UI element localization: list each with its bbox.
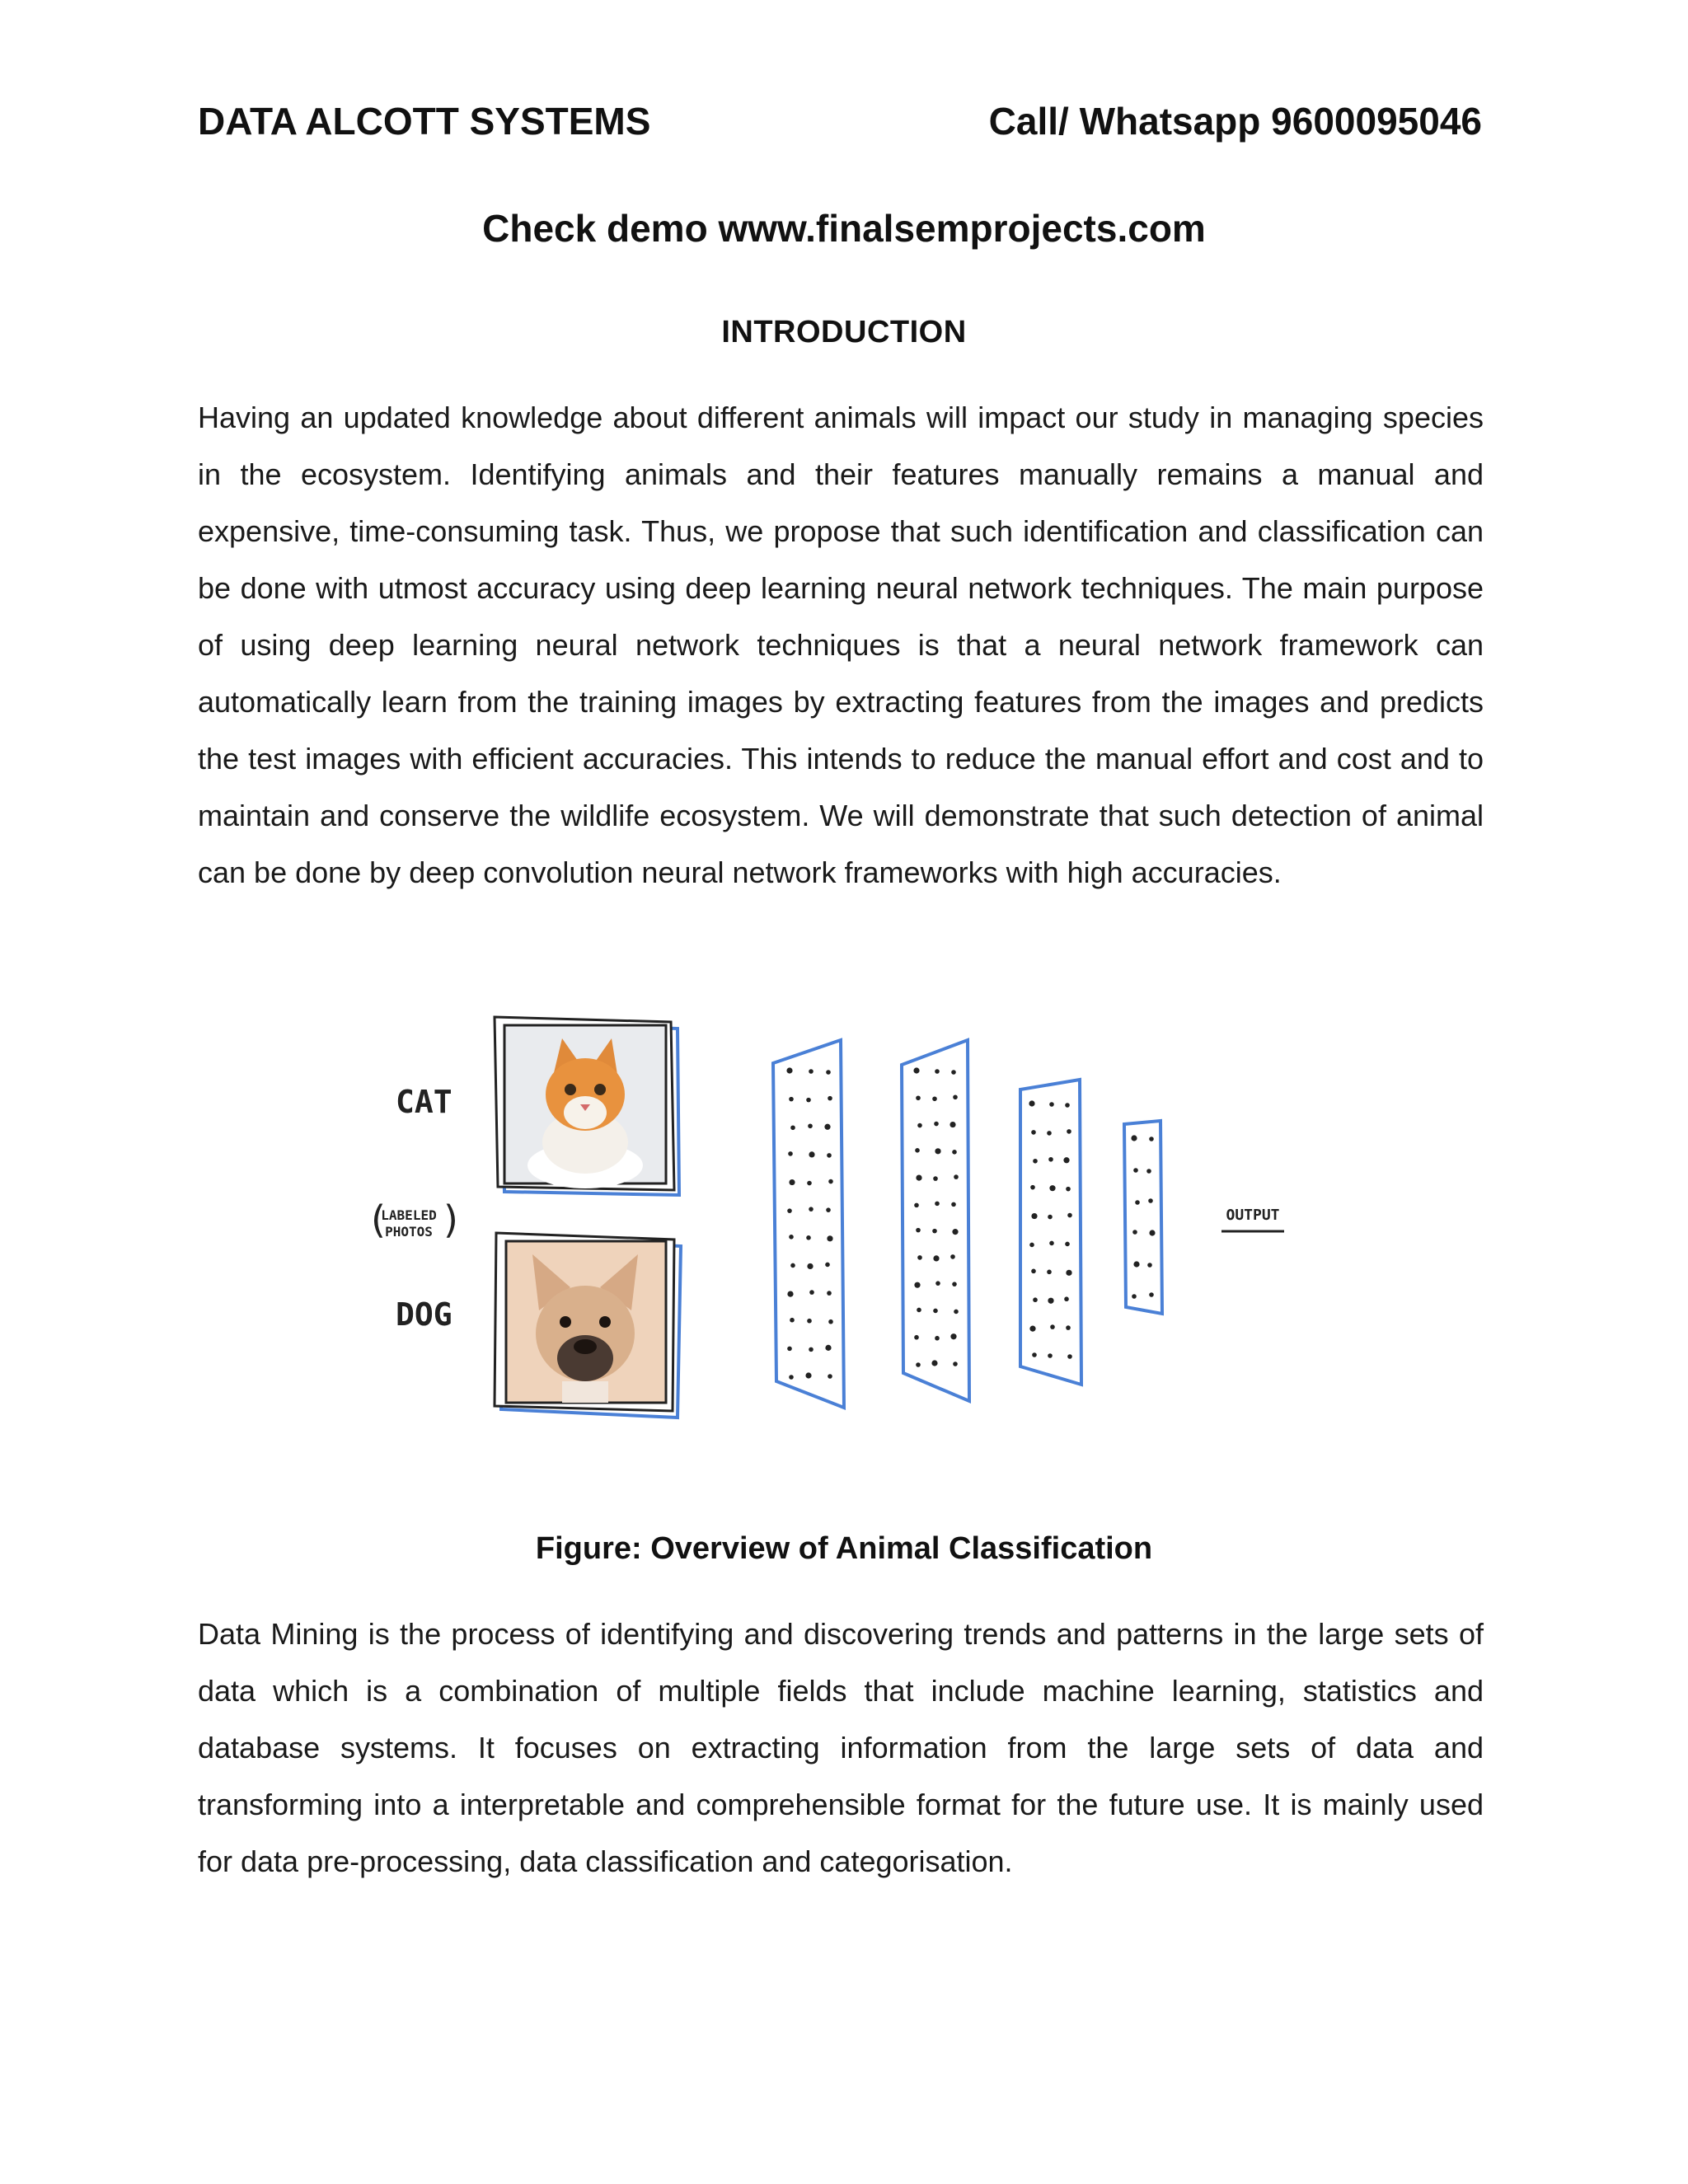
neuron-dot xyxy=(1049,1185,1055,1191)
neuron-dot xyxy=(916,1095,921,1100)
layer-3 xyxy=(1020,1080,1081,1385)
neuron-dot xyxy=(952,1229,958,1235)
neuron-dot xyxy=(914,1335,919,1340)
neuron-dot xyxy=(1146,1169,1151,1174)
neuron-dot xyxy=(1067,1354,1072,1359)
neuron-dot xyxy=(1149,1292,1154,1297)
neuron-dot xyxy=(953,1361,958,1366)
neuron-dot xyxy=(933,1176,938,1181)
neuron-dot xyxy=(824,1124,830,1130)
neuron-dot xyxy=(1067,1213,1072,1218)
neuron-dot xyxy=(1031,1213,1037,1219)
neuron-dot xyxy=(916,1174,921,1180)
neuron-dot xyxy=(954,1310,959,1315)
neuron-dot xyxy=(1065,1103,1070,1108)
demo-link: Check demo www.finalsemprojects.com xyxy=(482,207,1206,250)
neuron-dot xyxy=(951,1202,956,1207)
classification-figure xyxy=(346,989,1368,1451)
neuron-dot xyxy=(787,1208,792,1213)
neuron-dot xyxy=(806,1235,811,1240)
neuron-dot xyxy=(789,1179,795,1185)
cat-photo-stack xyxy=(495,1017,679,1195)
section-title: INTRODUCTION xyxy=(721,315,967,349)
neuron-dot xyxy=(1033,1297,1038,1302)
neuron-dot xyxy=(1048,1157,1053,1162)
neuron-dot xyxy=(935,1202,940,1207)
neuron-dot xyxy=(1133,1168,1138,1173)
neuron-dot xyxy=(1064,1296,1069,1301)
neuron-dot xyxy=(1049,1241,1054,1246)
layer-2 xyxy=(902,1040,969,1401)
neuron-dot xyxy=(1132,1230,1137,1235)
neuron-dot xyxy=(917,1255,922,1260)
neuron-dot xyxy=(809,1347,814,1352)
dog-label: DOG xyxy=(396,1296,452,1333)
neuron-dot xyxy=(787,1291,793,1296)
neuron-dot xyxy=(916,1228,921,1233)
neuron-dot xyxy=(790,1318,795,1323)
layer-4 xyxy=(1124,1121,1162,1314)
neuron-dot xyxy=(916,1362,921,1367)
neuron-dot xyxy=(935,1281,940,1286)
neuron-dot xyxy=(932,1229,937,1234)
neuron-dot xyxy=(933,1309,938,1314)
neuron-dot xyxy=(809,1151,814,1157)
neuron-dot xyxy=(1047,1270,1052,1275)
layer-1 xyxy=(773,1040,844,1408)
neuron-dot xyxy=(914,1203,919,1208)
neuron-dot xyxy=(826,1207,831,1212)
neuron-dot xyxy=(953,1094,958,1099)
neuron-dot xyxy=(1029,1243,1034,1248)
neuron-dot xyxy=(1032,1352,1037,1357)
dog-photo-stack xyxy=(495,1233,681,1418)
neuron-dot xyxy=(935,1148,940,1154)
neuron-dot xyxy=(935,1069,940,1074)
neuron-dot xyxy=(914,1282,920,1288)
neuron-dot xyxy=(932,1096,937,1101)
neuron-dot xyxy=(826,1070,831,1075)
labeled-text: LABELED xyxy=(381,1207,437,1223)
neuron-dot xyxy=(806,1098,811,1103)
neuron-dot xyxy=(807,1263,813,1269)
neuron-dot xyxy=(787,1347,792,1352)
neuron-dot xyxy=(931,1360,937,1366)
neural-network-diagram xyxy=(346,989,1368,1451)
neuron-dot xyxy=(790,1263,795,1268)
contact-number: Call/ Whatsapp 9600095046 xyxy=(988,100,1482,143)
neuron-dot xyxy=(1066,1187,1071,1192)
intro-paragraph: Having an updated knowledge about different animals will impact our study in managing species in the ecosystem. Identifying animals and their features manually remains a manual and expensive, time-consuming task. Thus, we propose that such identification and classification can be done with utmost accuracy using deep learning neural network techniques. The main purpose of using deep learning neural network techniques is that a neural network framework can automatically learn from the training images by extracting features from the images and predicts the test images with efficient accuracies. This intends to reduce the manual effort and cost and to maintain and conserve the wildlife ecosystem. We will demonstrate that such detection of animal can be done by deep convolution neural network frameworks with high accuracies. xyxy=(198,401,1484,889)
neuron-dot xyxy=(1029,1100,1034,1106)
neuron-dot xyxy=(809,1069,814,1074)
neuron-dot xyxy=(1131,1135,1137,1141)
neuron-dot xyxy=(790,1125,795,1130)
neuron-dot xyxy=(950,1333,956,1339)
neuron-dot xyxy=(917,1308,921,1313)
neuron-dot xyxy=(828,1319,833,1324)
neuron-dot xyxy=(1066,1325,1071,1330)
neuron-dot xyxy=(917,1123,922,1128)
neuron-dot xyxy=(935,1336,940,1341)
neuron-dot xyxy=(1147,1263,1152,1268)
neuron-dot xyxy=(1149,1230,1155,1235)
neuron-dot xyxy=(934,1122,939,1127)
neuron-dot xyxy=(1029,1326,1035,1332)
neuron-dot xyxy=(786,1067,792,1073)
neuron-dot xyxy=(1050,1324,1055,1329)
neuron-dot xyxy=(1066,1270,1071,1276)
neuron-dot xyxy=(789,1375,794,1380)
neuron-dot xyxy=(1031,1130,1036,1135)
company-name: DATA ALCOTT SYSTEMS xyxy=(198,100,651,143)
output-label: OUTPUT xyxy=(1226,1207,1280,1224)
neuron-dot xyxy=(1133,1261,1139,1267)
network-layers xyxy=(773,1040,1162,1408)
cat-label: CAT xyxy=(396,1084,452,1120)
neuron-dot xyxy=(952,1150,957,1155)
neuron-dot xyxy=(789,1235,794,1240)
neuron-dot xyxy=(807,1319,812,1324)
neuron-dot xyxy=(954,1174,959,1179)
neuron-dot xyxy=(1033,1159,1038,1164)
figure-caption: Figure: Overview of Animal Classification xyxy=(535,1531,1153,1566)
neuron-dot xyxy=(952,1282,957,1286)
neuron-dot xyxy=(1048,1353,1053,1358)
neuron-dot xyxy=(1149,1137,1154,1141)
neuron-dot xyxy=(808,1123,813,1128)
neuron-dot xyxy=(913,1067,919,1073)
neuron-dot xyxy=(789,1097,794,1102)
neuron-dot xyxy=(807,1181,812,1186)
neuron-dot xyxy=(809,1207,814,1212)
neuron-dot xyxy=(1065,1242,1070,1247)
neuron-dot xyxy=(950,1122,955,1127)
neuron-dot xyxy=(1148,1198,1153,1203)
svg-text:): ) xyxy=(443,1197,458,1242)
neuron-dot xyxy=(1047,1131,1052,1136)
neuron-dot xyxy=(825,1263,830,1268)
svg-text:(: ( xyxy=(371,1197,386,1242)
neuron-dot xyxy=(1048,1298,1053,1304)
neuron-dot xyxy=(1030,1185,1035,1190)
neuron-dot xyxy=(1031,1269,1036,1274)
neuron-dot xyxy=(1048,1215,1053,1220)
neuron-dot xyxy=(950,1254,955,1259)
neuron-dot xyxy=(933,1255,939,1261)
neuron-dot xyxy=(1132,1294,1137,1299)
neuron-dot xyxy=(1063,1157,1069,1163)
neuron-dot xyxy=(828,1179,833,1184)
neuron-dot xyxy=(805,1372,811,1378)
neuron-dot xyxy=(1067,1129,1071,1134)
neuron-dot xyxy=(827,1235,832,1241)
labeled-photos-note xyxy=(371,1197,458,1242)
neuron-dot xyxy=(809,1290,814,1295)
neuron-dot xyxy=(1135,1200,1140,1205)
neuron-dot xyxy=(827,1291,832,1296)
photos-text: PHOTOS xyxy=(385,1224,433,1240)
neuron-dot xyxy=(788,1151,793,1156)
neuron-dot xyxy=(828,1096,832,1101)
neuron-dot xyxy=(827,1153,832,1158)
neuron-dot xyxy=(825,1345,831,1351)
neuron-dot xyxy=(828,1374,832,1379)
neuron-dot xyxy=(1049,1102,1054,1107)
data-mining-paragraph: Data Mining is the process of identifying and discovering trends and patterns in the large sets of data which is a combination of multiple fields that include machine learning, statistics and database systems. It focuses on extracting information from the large sets of data and transforming into a interpretable and comprehensible format for the future use. It is mainly used for data pre-processing, data classification and categorisation. xyxy=(198,1617,1484,1878)
neuron-dot xyxy=(951,1070,956,1075)
neuron-dot xyxy=(915,1148,920,1153)
